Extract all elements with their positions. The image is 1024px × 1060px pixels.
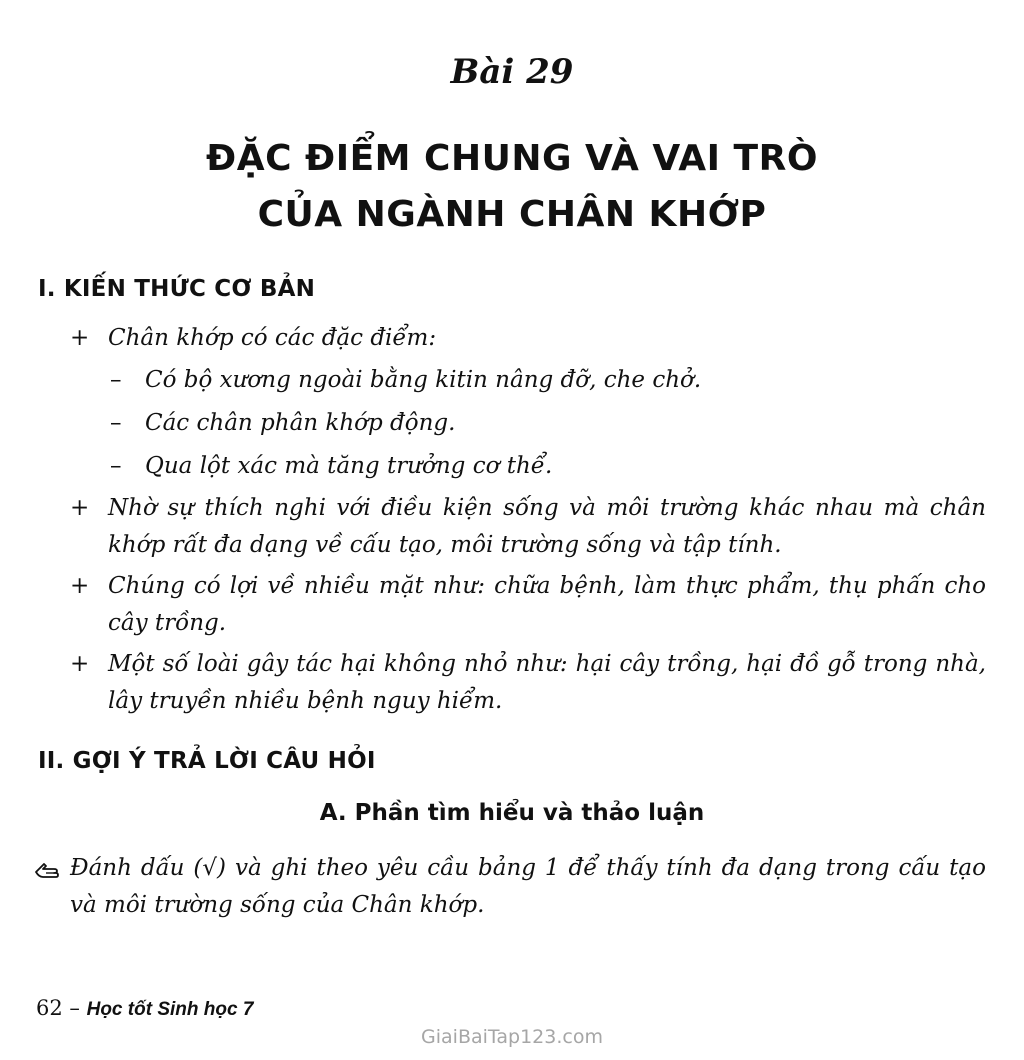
point-3-text: Chúng có lợi về nhiều mặt như: chữa bệnh, làm thực phẩm, thụ phấn cho cây trồng. — [108, 573, 986, 636]
section-2-heading: II. GỢI Ý TRẢ LỜI CÂU HỎI — [38, 748, 376, 774]
pointing-hand-icon — [34, 858, 62, 882]
plus-bullet: + — [70, 495, 90, 521]
watermark: GiaiBaiTap123.com — [421, 1026, 603, 1048]
dash-bullet: – — [110, 410, 122, 436]
footer-separator: – — [69, 996, 80, 1020]
page-number: 62 — [36, 996, 63, 1020]
plus-bullet: + — [70, 651, 90, 677]
dash-bullet: – — [110, 453, 122, 479]
sub-point-3: Qua lột xác mà tăng trưởng cơ thể. — [145, 453, 553, 479]
lesson-title-line-1: ĐẶC ĐIỂM CHUNG VÀ VAI TRÒ — [206, 138, 818, 179]
section-2-subheading: A. Phần tìm hiểu và thảo luận — [319, 800, 705, 826]
plus-bullet: + — [70, 573, 90, 599]
dash-bullet: – — [110, 367, 122, 393]
lesson-title-line-2: CỦA NGÀNH CHÂN KHỚP — [257, 194, 767, 235]
page-footer — [36, 996, 253, 1021]
point-1-text: Chân khớp có các đặc điểm: — [108, 325, 437, 351]
question-text: Đánh dấu (√) và ghi theo yêu cầu bảng 1 để thấy tính đa dạng trong cấu tạo và môi trường sống của Chân khớp. — [70, 855, 986, 918]
section-1-heading: I. KIẾN THỨC CƠ BẢN — [38, 276, 316, 302]
point-2-text: Nhờ sự thích nghi với điều kiện sống và môi trường khác nhau mà chân khớp rất đa dạng về cấu tạo, môi trường sống và tập tính. — [108, 495, 986, 558]
book-title: Học tốt Sinh học 7 — [86, 999, 254, 1020]
lesson-number: Bài 29 — [450, 52, 574, 92]
sub-point-1: Có bộ xương ngoài bằng kitin nâng đỡ, che chở. — [145, 367, 702, 393]
plus-bullet: + — [70, 325, 90, 351]
point-4-text: Một số loài gây tác hại không nhỏ như: hại cây trồng, hại đồ gỗ trong nhà, lây truyền nhiều bệnh nguy hiểm. — [108, 651, 986, 714]
sub-point-2: Các chân phân khớp động. — [145, 410, 456, 436]
